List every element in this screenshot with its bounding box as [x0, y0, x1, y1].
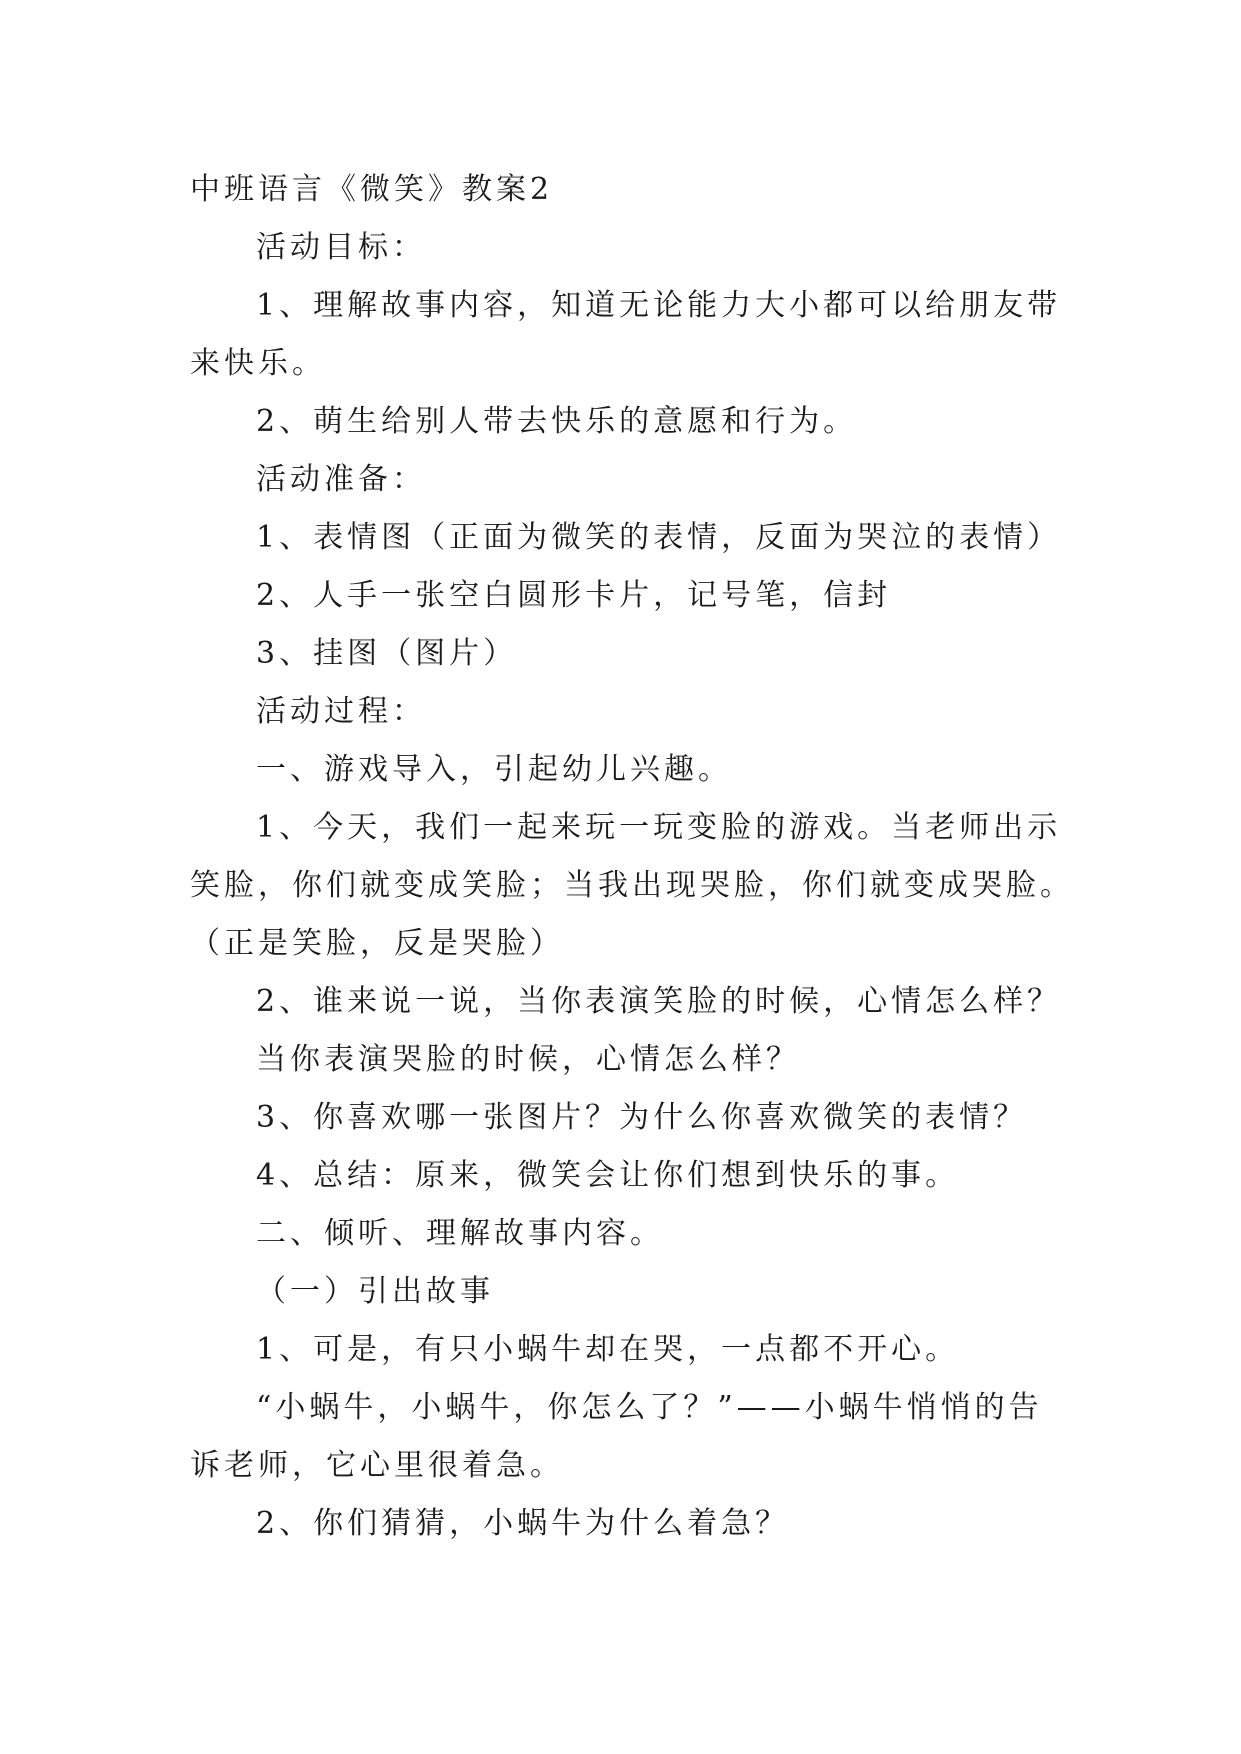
paragraph: 1、今天，我们一起来玩一玩变脸的游戏。当老师出示 — [256, 810, 1062, 845]
paragraph: 一、游戏导入，引起幼儿兴趣。 — [256, 752, 732, 787]
paragraph: （一）引出故事 — [256, 1274, 494, 1309]
section-heading-process: 活动过程： — [256, 694, 426, 729]
paragraph: 诉老师，它心里很着急。 — [190, 1448, 564, 1483]
paragraph: 4、总结：原来，微笑会让你们想到快乐的事。 — [256, 1158, 960, 1193]
paragraph: 3、挂图（图片） — [256, 636, 518, 671]
paragraph: 2、谁来说一说，当你表演笑脸的时候，心情怎么样？ — [256, 984, 1062, 1019]
paragraph: 2、人手一张空白圆形卡片，记号笔，信封 — [256, 578, 892, 613]
paragraph: “小蜗牛，小蜗牛，你怎么了？”——小蜗牛悄悄的告 — [256, 1390, 1043, 1425]
paragraph: 1、可是，有只小蜗牛却在哭，一点都不开心。 — [256, 1332, 960, 1367]
paragraph: 1、表情图（正面为微笑的表情，反面为哭泣的表情） — [256, 520, 1062, 555]
paragraph: 二、倾听、理解故事内容。 — [256, 1216, 664, 1251]
paragraph: （正是笑脸，反是哭脸） — [190, 926, 564, 961]
paragraph: 当你表演哭脸的时候，心情怎么样？ — [256, 1042, 800, 1077]
section-heading-goals: 活动目标： — [256, 230, 426, 265]
paragraph: 3、你喜欢哪一张图片？为什么你喜欢微笑的表情？ — [256, 1100, 1028, 1135]
page-title: 中班语言《微笑》教案2 — [190, 172, 554, 207]
paragraph: 笑脸，你们就变成笑脸；当我出现哭脸，你们就变成哭脸。 — [190, 868, 1074, 903]
paragraph: 1、理解故事内容，知道无论能力大小都可以给朋友带 — [256, 288, 1062, 323]
paragraph: 来快乐。 — [190, 346, 326, 381]
paragraph: 2、萌生给别人带去快乐的意愿和行为。 — [256, 404, 858, 439]
paragraph: 2、你们猜猜，小蜗牛为什么着急？ — [256, 1506, 790, 1541]
section-heading-preparation: 活动准备： — [256, 462, 426, 497]
